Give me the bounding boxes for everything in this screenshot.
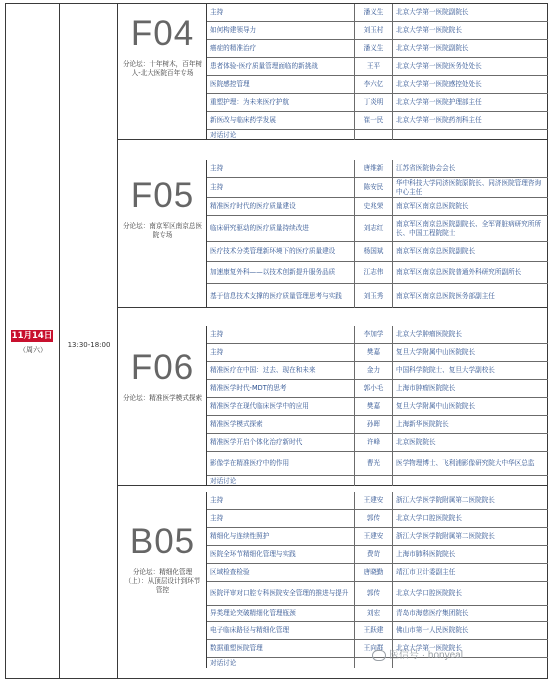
table-row <box>207 76 548 94</box>
chat-bubble-icon <box>372 650 386 661</box>
title-cell: 北京大学口腔医院院长 <box>396 589 462 598</box>
table-row <box>207 434 548 452</box>
schedule-table <box>5 3 548 679</box>
table-row <box>207 398 548 416</box>
session-code: F05 <box>130 176 195 215</box>
speaker-cell: 郭小毛 <box>355 380 393 397</box>
topic-cell: 癌症的精准治疗 <box>207 40 355 57</box>
topic-cell: 新医改与临床药学发展 <box>207 112 355 129</box>
topic-cell: 电子临床路径与精细化管理 <box>207 622 355 639</box>
title-cell: 南京军区南京总医院医务部副主任 <box>396 291 495 300</box>
title-cell: 浙江大学医学院附属第二医院院长 <box>396 496 495 505</box>
speaker-cell: 崔一民 <box>355 112 393 129</box>
speaker-cell: 江志伟 <box>355 262 393 283</box>
speaker-cell: 刘玉村 <box>355 22 393 39</box>
speaker-cell <box>355 476 393 486</box>
table-row <box>207 94 548 112</box>
speaker-cell: 刘玉秀 <box>355 284 393 308</box>
topic-cell: 医疗技术分类管理新环境下的医疗质量建设 <box>207 242 355 261</box>
table-row <box>207 452 548 476</box>
table-row <box>207 622 548 640</box>
speaker-cell: 刘志红 <box>355 216 393 241</box>
forum-title: 分论坛：精准医学模式探索 <box>122 394 203 402</box>
speaker-cell <box>355 130 393 140</box>
table-row <box>207 582 548 606</box>
title-cell: 北京大学第一医院医务处处长 <box>396 62 482 71</box>
title-cell: 华中科技大学同济医院原院长、同济医院管理咨询中心主任 <box>396 179 542 196</box>
title-cell: 北京大学第一医院感控处处长 <box>396 80 482 89</box>
forum-title: 分论坛：精细化管理（上）：从顶层设计到环节管控 <box>124 568 201 594</box>
title-cell: 北京医院院长 <box>396 438 436 447</box>
date-badge: 11月14日 <box>11 331 53 341</box>
topic-cell: 精细化与连续性照护 <box>207 528 355 545</box>
session-code: F06 <box>130 348 195 387</box>
topic-cell: 主持 <box>207 326 355 343</box>
topic-cell: 精准医学模式探索 <box>207 416 355 433</box>
table-row <box>207 326 548 344</box>
session-code-column <box>118 4 207 139</box>
title-cell: 北京大学口腔医院院长 <box>396 514 462 523</box>
topic-cell: 精准医学时代-MDT的思考 <box>207 380 355 397</box>
title-cell: 医学物理博士、飞利浦影像研究院大中华区总监 <box>396 459 535 468</box>
topic-cell: 精准医学开启个体化治疗新时代 <box>207 434 355 451</box>
watermark-text: 医信号 · honyeal <box>389 650 463 661</box>
speaker-cell: 刘宏 <box>355 606 393 621</box>
table-row <box>207 40 548 58</box>
speaker-cell: 樊嘉 <box>355 398 393 415</box>
speaker-cell: 王建安 <box>355 492 393 509</box>
speaker-cell: 孙晖 <box>355 416 393 433</box>
speaker-cell: 李六亿 <box>355 76 393 93</box>
time-range: 13:30-18:00 <box>67 341 111 349</box>
title-cell: 复旦大学附属中山医院院长 <box>396 348 476 357</box>
time-column <box>60 4 118 678</box>
title-cell: 佛山市第一人民医院院长 <box>396 626 469 635</box>
topic-cell: 精准医学在现代临床医学中的应用 <box>207 398 355 415</box>
topic-cell: 主持 <box>207 4 355 21</box>
title-cell: 南京军区南京总医院院长 <box>396 202 469 211</box>
session-rows <box>207 326 548 486</box>
table-row <box>207 362 548 380</box>
table-row <box>207 262 548 284</box>
title-cell: 上海市肿瘤医院院长 <box>396 384 456 393</box>
title-cell: 北京大学第一医院院长 <box>396 644 462 653</box>
speaker-cell: 潘义生 <box>355 4 393 21</box>
speaker-cell: 郭传 <box>355 582 393 605</box>
session-b05 <box>118 492 548 668</box>
session-f06 <box>118 326 548 486</box>
session-rows <box>207 492 548 668</box>
topic-cell: 主持 <box>207 492 355 509</box>
forum-title: 分论坛：十年树木，百年树人-北大医院百年专场 <box>122 60 203 77</box>
topic-cell: 主持 <box>207 510 355 527</box>
session-code-column <box>118 326 207 485</box>
speaker-cell: 杨国斌 <box>355 242 393 261</box>
table-row <box>207 492 548 510</box>
table-row <box>207 546 548 564</box>
topic-cell: 对话讨论 <box>207 130 355 140</box>
table-row <box>207 564 548 582</box>
title-cell: 浙江大学医学院附属第二医院院长 <box>396 532 495 541</box>
topic-cell: 加速康复外科——以技术创新提升服务品质 <box>207 262 355 283</box>
table-row <box>207 58 548 76</box>
speaker-cell: 史兆荣 <box>355 198 393 215</box>
table-row <box>207 178 548 198</box>
session-f04 <box>118 4 548 140</box>
title-cell: 青岛市海慈医疗集团院长 <box>396 609 469 618</box>
table-row <box>207 4 548 22</box>
speaker-cell: 唐维新 <box>355 160 393 177</box>
title-cell: 北京大学肿瘤医院院长 <box>396 330 462 339</box>
table-row <box>207 416 548 434</box>
speaker-cell: 许峰 <box>355 434 393 451</box>
table-row <box>207 216 548 242</box>
topic-cell: 患者体验-医疗质量管理面临的新挑战 <box>207 58 355 75</box>
table-row <box>207 344 548 362</box>
title-cell: 上海新华医院院长 <box>396 420 449 429</box>
title-cell: 中国科学院院士、复旦大学副校长 <box>396 366 495 375</box>
title-cell: 北京大学第一医院护理部主任 <box>396 98 482 107</box>
table-row <box>207 510 548 528</box>
topic-cell: 重塑护理：为未来医疗护航 <box>207 94 355 111</box>
table-row <box>207 160 548 178</box>
speaker-cell: 王平 <box>355 58 393 75</box>
speaker-cell: 李加学 <box>355 326 393 343</box>
title-cell <box>393 476 548 486</box>
forum-title: 分论坛：南京军区南京总医院专场 <box>122 222 203 239</box>
table-row <box>207 528 548 546</box>
speaker-cell: 费苛 <box>355 546 393 563</box>
title-cell: 南京军区南京总医院副院长、全军肾脏病研究所所长、中国工程院院士 <box>396 220 542 237</box>
weekday-label: （周六） <box>19 346 47 354</box>
table-row <box>207 22 548 40</box>
title-cell: 北京大学第一医院副院长 <box>396 8 469 17</box>
topic-cell: 区域检查检验 <box>207 564 355 581</box>
session-rows <box>207 160 548 308</box>
topic-cell: 主持 <box>207 178 355 197</box>
topic-cell: 精准医疗时代的医疗质量建设 <box>207 198 355 215</box>
topic-cell: 基于信息技术支撑的医疗质量管理思考与实践 <box>207 284 355 308</box>
session-code-column <box>118 492 207 668</box>
title-cell: 江苏省医院协会会长 <box>396 164 456 173</box>
topic-cell: 医院评审对口腔专科医院安全管理的推进与提升 <box>207 582 355 605</box>
table-row <box>207 284 548 308</box>
title-cell: 北京大学第一医院副院长 <box>396 44 469 53</box>
topic-cell: 主持 <box>207 160 355 177</box>
speaker-cell: 陈安民 <box>355 178 393 197</box>
session-code: F04 <box>130 14 195 53</box>
table-row <box>207 112 548 130</box>
speaker-cell: 王建安 <box>355 528 393 545</box>
topic-cell: 数据重塑医院管理 <box>207 640 355 657</box>
title-cell: 南京军区南京总医院副院长 <box>396 247 476 256</box>
speaker-cell: 王向群 <box>355 640 393 657</box>
session-rows <box>207 4 548 140</box>
speaker-cell: 丁炎明 <box>355 94 393 111</box>
table-row <box>207 476 548 486</box>
topic-cell: 异类理论突破精细化管理瓶颈 <box>207 606 355 621</box>
speaker-cell: 金力 <box>355 362 393 379</box>
table-row <box>207 606 548 622</box>
title-cell: 复旦大学附属中山医院院长 <box>396 402 476 411</box>
title-cell: 南京军区南京总医院普通外科研究所副所长 <box>396 268 522 277</box>
speaker-cell: 郭传 <box>355 510 393 527</box>
session-f05 <box>118 160 548 308</box>
title-cell: 靖江市卫计委副主任 <box>396 568 456 577</box>
topic-cell: 精准医疗在中国：过去、现在和未来 <box>207 362 355 379</box>
table-row <box>207 242 548 262</box>
table-row <box>207 130 548 140</box>
topic-cell: 影像学在精准医疗中的作用 <box>207 452 355 475</box>
topic-cell: 医院感控管理 <box>207 76 355 93</box>
speaker-cell: 唐晓勤 <box>355 564 393 581</box>
topic-cell: 临床研究驱动的医疗质量持续改进 <box>207 216 355 241</box>
topic-cell: 对话讨论 <box>207 476 355 486</box>
speaker-cell: 潘义生 <box>355 40 393 57</box>
date-column <box>6 4 60 678</box>
speaker-cell: 曹光 <box>355 452 393 475</box>
title-cell: 上海市肺科医院院长 <box>396 550 456 559</box>
speaker-cell: 樊嘉 <box>355 344 393 361</box>
topic-cell: 主持 <box>207 344 355 361</box>
title-cell: 北京大学第一医院院长 <box>396 26 462 35</box>
speaker-cell: 王跃建 <box>355 622 393 639</box>
watermark <box>372 646 463 661</box>
table-row <box>207 380 548 398</box>
session-code: B05 <box>129 522 196 561</box>
table-row <box>207 198 548 216</box>
topic-cell: 医院全环节精细化管理与实践 <box>207 546 355 563</box>
session-code-column <box>118 160 207 307</box>
title-cell <box>393 130 548 140</box>
topic-cell: 对话讨论 <box>207 658 355 668</box>
topic-cell: 如何构建领导力 <box>207 22 355 39</box>
title-cell: 北京大学第一医院药剂科主任 <box>396 116 482 125</box>
